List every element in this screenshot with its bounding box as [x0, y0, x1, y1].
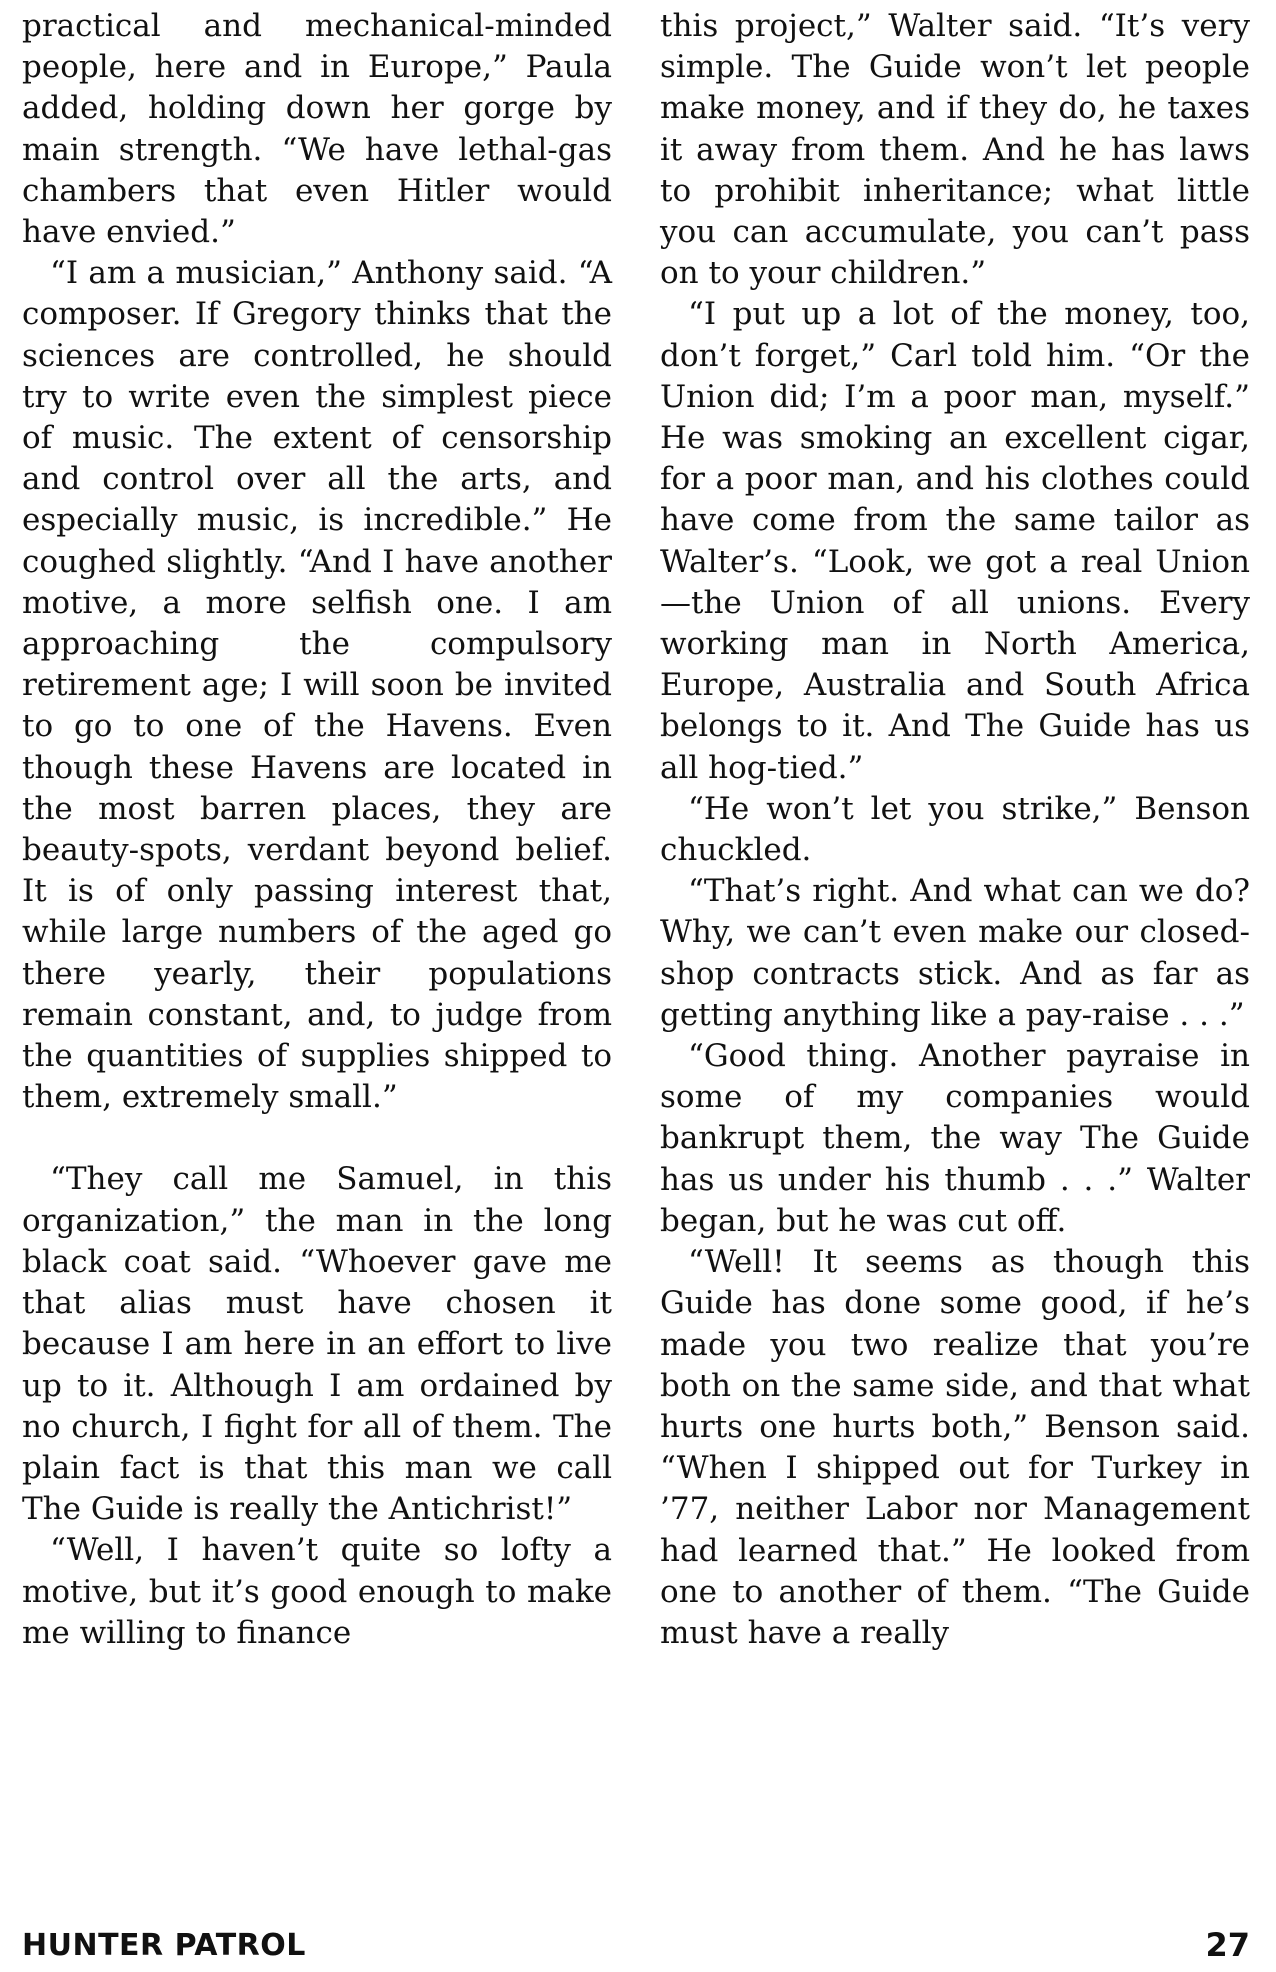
- paragraph: “That’s right. And what can we do? Why, we can’t even make our closed-shop contracts stick. And as far as getting anything like a pay-raise . . .”: [660, 873, 1250, 1033]
- paragraph: this project,” Walter said. “It’s very simple. The Guide won’t let people make money, and if they do, he taxes it away from them. And he has laws to prohibit inheritance; what little you can accumulate, you can’t pass on to your children.”: [660, 8, 1250, 292]
- paragraph: practical and mechanical-minded people, here and in Europe,” Paula added, holding down her gorge by main strength. “We have lethal-gas chambers that even Hitler would have envied.”: [22, 8, 612, 251]
- page-number: 27: [1205, 1926, 1250, 1964]
- paragraph: “They call me Samuel, in this organization,” the man in the long black coat said. “Whoever gave me that alias must have chosen it because I am here in an effort to live up to it. Although I am ordained by no church, I fight for all of them. The plain fact is that this man we call The Guide is really the Antichrist!”: [22, 1161, 612, 1528]
- left-text-column: [22, 6, 612, 1654]
- paragraph: “Good thing. Another payraise in some of my companies would bankrupt them, the way The Guide has us under his thumb . . .” Walter began, but he was cut off.: [660, 1038, 1250, 1239]
- paragraph: “I am a musician,” Anthony said. “A composer. If Gregory thinks that the sciences are controlled, he should try to write even the simplest piece of music. The extent of censorship and control over all the arts, and especially music, is incredible.” He coughed slightly. “And I have another motive, a more selfish one. I am approaching the compulsory retirement age; I will soon be invited to go to one of the Havens. Even though these Havens are located in the most barren places, they are beauty-spots, verdant beyond belief. It is of only passing interest that, while large numbers of the aged go there yearly, their populations remain constant, and, to judge from the quantities of supplies shipped to them, extremely small.”: [22, 255, 612, 1116]
- section-break: [22, 1118, 612, 1159]
- paragraph: “I put up a lot of the money, too, don’t forget,” Carl told him. “Or the Union did; I’m a poor man, myself.” He was smoking an excellent cigar, for a poor man, and his clothes could have come from the same tailor as Walter’s. “Look, we got a real Union—the Union of all unions. Every working man in North America, Europe, Australia and South Africa belongs to it. And The Guide has us all hog-tied.”: [660, 296, 1250, 786]
- paragraph: “Well! It seems as though this Guide has done some good, if he’s made you two realize that you’re both on the same side, and that what hurts one hurts both,” Benson said. “When I shipped out for Turkey in ’77, neither Labor nor Management had learned that.” He looked from one to another of them. “The Guide must have a really: [660, 1244, 1250, 1651]
- running-title: HUNTER PATROL: [22, 1928, 306, 1963]
- right-text-column: [660, 6, 1250, 1654]
- paragraph: “He won’t let you strike,” Benson chuckled.: [660, 790, 1250, 869]
- paragraph: “Well, I haven’t quite so lofty a motive, but it’s good enough to make me willing to finance: [22, 1532, 612, 1651]
